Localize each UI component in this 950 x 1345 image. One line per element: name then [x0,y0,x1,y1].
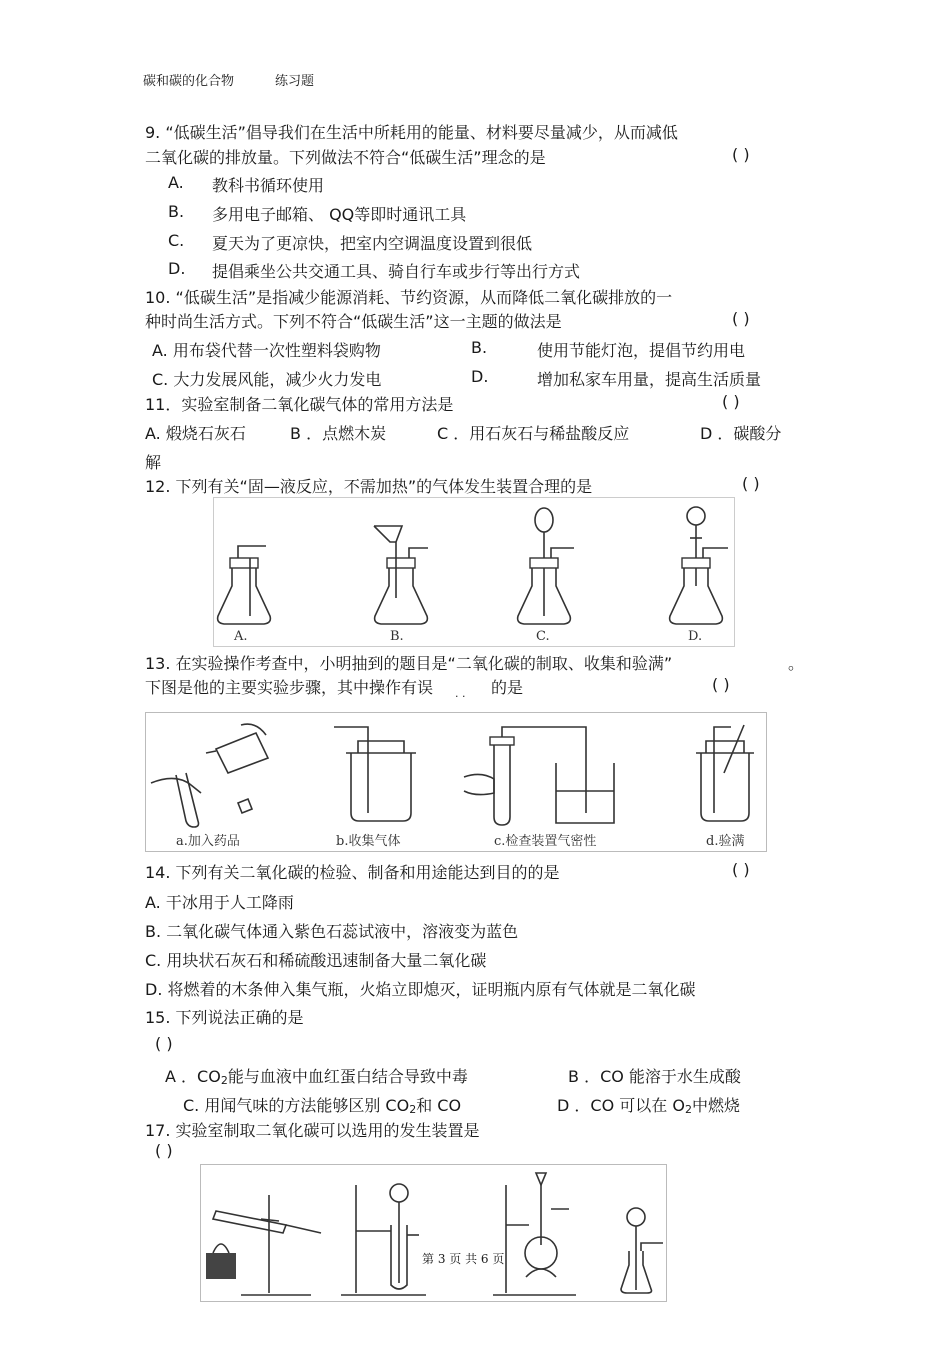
q12-apparatus-d [670,507,728,624]
q10-line1: 10. “低碳生活”是指减少能源消耗、节约资源，从而降低二氧化碳排放的一 [145,288,673,307]
q10-option-c: C. 大力发展风能，减少火力发电 [152,370,382,389]
q10-line2: 种时尚生活方式。下列不符合“低碳生活”这一主题的做法是 [145,312,562,331]
q15-answer-paren: ( ) [155,1034,173,1053]
q14-option-d: D. 将燃着的木条伸入集气瓶，火焰立即熄灭，证明瓶内原有气体就是二氧化碳 [145,980,696,999]
q12-apparatus-a [218,546,271,624]
page-footer: 第 3 页 共 6 页 [422,1252,505,1266]
q12-label-b: B. [390,629,404,644]
q10-option-d: 增加私家车用量，提高生活质量 [537,370,762,389]
q17-apparatus-d [621,1208,663,1293]
header-title: 碳和碳的化合物 [143,74,235,89]
q13-step-a [151,724,268,827]
q12-label-c: C. [536,629,550,644]
q15-option-b: B ．CO 能溶于水生成酸 [568,1067,741,1086]
q9-option-a: 教科书循环使用 [212,176,325,195]
q17-apparatus-a [206,1195,321,1295]
q13-steps-figure [145,712,767,852]
q13-step-b [334,727,416,821]
q14-option-b: B. 二氧化碳气体通入紫色石蕊试液中，溶液变为蓝色 [145,922,519,941]
q9-option-c-label: C. [168,231,185,250]
q17-apparatus-b [341,1184,426,1295]
q14-answer-paren: ( ) [732,860,750,879]
q11-option-d-cont: 解 [145,453,162,472]
q10-option-d-label: D. [471,367,489,386]
q9-line2: 二氧化碳的排放量。下列做法不符合“低碳生活”理念的是 [145,148,546,167]
q13-label-b: b.收集气体 [336,834,401,849]
q14-option-c: C. 用块状石灰石和稀硫酸迅速制备大量二氧化碳 [145,951,487,970]
q12-line1: 12. 下列有关“固—液反应，不需加热”的气体发生装置合理的是 [145,477,593,496]
q13-label-d: d.验满 [706,834,745,849]
q13-step-c [464,727,614,825]
q12-label-a: A. [234,629,248,644]
q9-line1: 9. “低碳生活”倡导我们在生活中所耗用的能量、材料要尽量减少，从而减低 [145,123,678,142]
q13-answer-paren: ( ) [712,675,730,694]
q9-option-c: 夏天为了更凉快，把室内空调温度设置到很低 [212,234,533,253]
q14-option-a: A. 干冰用于人工降雨 [145,893,294,912]
q15-option-a: A ．CO2能与血液中血红蛋白结合导致中毒 [165,1067,468,1087]
header-subtitle: 练习题 [275,74,315,89]
q10-answer-paren: ( ) [732,309,750,328]
q15-line1: 15. 下列说法正确的是 [145,1008,304,1027]
q17-apparatus-figure [200,1164,667,1302]
q13-emphasis-dots: · · [455,690,466,703]
q13-line1-end: 。 [788,654,805,673]
q12-apparatus-figure [213,497,735,647]
q12-apparatus-c [518,508,574,624]
q11-option-c: C ．用石灰石与稀盐酸反应 [437,424,630,443]
q12-label-d: D. [688,629,703,644]
q13-line1: 13. 在实验操作考查中，小明抽到的题目是“二氧化碳的制取、收集和验满” [145,654,673,673]
q10-option-b-label: B. [471,338,488,357]
q17-answer-paren: ( ) [155,1141,173,1160]
q11-option-a: A. 煅烧石灰石 [145,424,246,443]
q17-line1: 17. 实验室制取二氧化碳可以选用的发生装置是 [145,1121,480,1140]
q13-line2-end: 的是 [491,678,524,697]
q11-answer-paren: ( ) [722,392,740,411]
q9-answer-paren: ( ) [732,145,750,164]
q9-option-a-label: A. [168,173,184,192]
q12-answer-paren: ( ) [742,474,760,493]
q9-option-b: 多用电子邮箱、 QQ等即时通讯工具 [212,205,467,224]
q13-label-c: c.检查装置气密性 [494,834,597,849]
q15-option-d: D ．CO 可以在 O2中燃烧 [557,1096,740,1116]
q15-option-c: C. 用闻气味的方法能够区别 CO2和 CO [183,1096,462,1116]
q13-step-d [696,725,754,821]
q9-option-d-label: D. [168,259,186,278]
q10-option-a: A. 用布袋代替一次性塑料袋购物 [152,341,381,360]
q9-option-d: 提倡乘坐公共交通工具、骑自行车或步行等出行方式 [212,262,581,281]
q13-label-a: a.加入药品 [176,834,240,849]
q9-option-b-label: B. [168,202,185,221]
q10-option-b: 使用节能灯泡，提倡节约用电 [537,341,746,360]
q11-line1: 11．实验室制备二氧化碳气体的常用方法是 [145,395,454,414]
q11-option-b: B ．点燃木炭 [290,424,387,443]
q13-line2: 下图是他的主要实验步骤，其中操作有误 [145,678,434,697]
q14-line1: 14. 下列有关二氧化碳的检验、制备和用途能达到目的的是 [145,863,560,882]
q17-apparatus-c [493,1173,576,1295]
q12-apparatus-b [374,526,428,624]
q11-option-d: D ．碳酸分 [700,424,782,443]
